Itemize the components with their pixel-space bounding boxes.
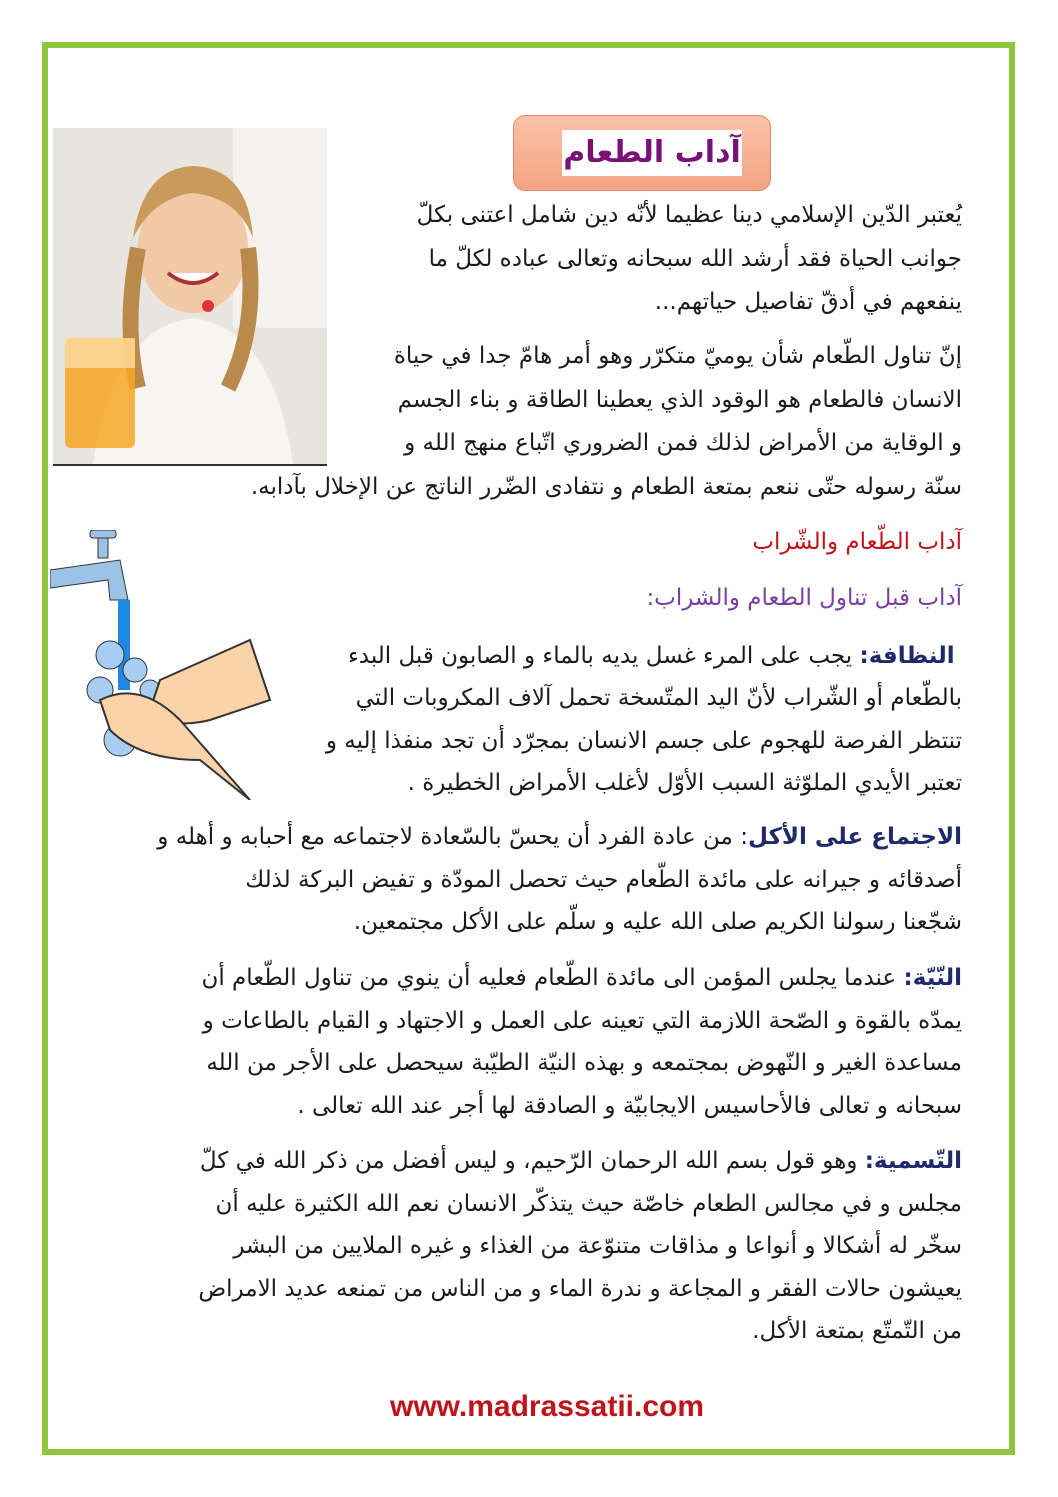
section-label: النّيّة:: [903, 965, 962, 991]
section-gathering-line: أصدقائه و جيرانه على مائدة الطّعام حيث تحصل المودّة و تفيض البركة لذلك: [245, 867, 962, 893]
title-banner: [513, 115, 771, 191]
section-intention-line: مساعدة الغير و النّهوض بمجتمعه و بهذه النيّة الطيّبة سيحصل على الأجر من الله: [206, 1050, 962, 1076]
section-cleanliness-line: تنتظر الفرصة للهجوم على جسم الانسان بمجرّد أن تجد منفذا إليه و: [325, 728, 962, 754]
section-text: عندما يجلس المؤمن الى مائدة الطّعام فعليه أن ينوي من تناول الطّعام أن: [201, 965, 897, 991]
para2-line: إنّ تناول الطّعام شأن يوميّ متكرّر وهو أمر هامّ جدا في حياة: [393, 343, 962, 369]
section-basmala-line: مجلس و في مجالس الطعام خاصّة حيث يتذكّر الانسان نعم الله الكثيرة عليه أن: [215, 1191, 962, 1217]
page-title: آداب الطعام: [562, 130, 742, 176]
handwashing-tap-illustration: [50, 530, 275, 800]
section-basmala-line: [200, 1143, 962, 1179]
section-basmala-line: سخّر له أشكالا و أنواعا و مذاقات متنوّعة من الغذاء و غيره الملايين من البشر: [233, 1233, 962, 1259]
para2-line: الانسان فالطعام هو الوقود الذي يعطينا الطاقة و بناء الجسم: [397, 387, 962, 413]
section-text: وهو قول بسم الله الرحمان الرّحيم، و ليس أفضل من ذكر الله في كلّ: [199, 1148, 858, 1174]
para2-line: و الوقاية من الأمراض لذلك فمن الضروري اتّباع منهج الله و: [404, 430, 962, 456]
section-intention-line: سبحانه و تعالى فالأحاسيس الايجابيّة و الصادقة لها أجر عند الله تعالى .: [297, 1093, 962, 1119]
section-text: يجب على المرء غسل يديه بالماء و الصابون قبل البدء: [347, 643, 853, 669]
intro-line: جوانب الحياة فقد أرشد الله سبحانه وتعالى عباده لكلّ ما: [428, 246, 962, 272]
section-intention-line: يمدّه بالقوة و الصّحة اللازمة التي تعينه على العمل و الاجتهاد و القيام بالطاعات و: [202, 1008, 962, 1034]
girl-with-juice-photo: [53, 128, 327, 466]
section-heading: آداب الطّعام والشّراب: [752, 529, 962, 555]
section-cleanliness-line: بالطّعام أو الشّراب لأنّ اليد المتّسخة تحمل آلاف المكروبات التي: [355, 685, 962, 711]
section-gathering-line: [157, 819, 962, 855]
section-subheading: آداب قبل تناول الطعام والشراب:: [646, 585, 962, 611]
section-cleanliness-line: تعتبر الأيدي الملوّثة السبب الأوّل لأغلب الأمراض الخطيرة .: [407, 770, 962, 796]
section-intention-line: [201, 960, 962, 996]
section-gathering-line: شجّعنا رسولنا الكريم صلى الله عليه و سلّم على الأكل مجتمعين.: [353, 909, 962, 935]
footer-website-link[interactable]: www.madrassatii.com: [390, 1390, 705, 1423]
intro-line: يُعتبر الدّين الإسلامي دينا عظيما لأنّه دين شامل اعتنى بكلّ: [416, 202, 962, 228]
section-cleanliness-line: [348, 638, 962, 674]
section-label: التّسمية:: [864, 1148, 962, 1174]
section-basmala-line: من التّمتّع بمتعة الأكل.: [752, 1318, 962, 1344]
para2-line: سنّة رسوله حتّى ننعم بمتعة الطعام و نتفادى الضّرر الناتج عن الإخلال بآدابه.: [250, 474, 962, 500]
section-label: النظافة:: [859, 643, 955, 669]
section-basmala-line: يعيشون حالات الفقر و المجاعة و ندرة الماء و من الناس من تمنعه عديد الامراض: [198, 1276, 962, 1302]
section-text: : من عادة الفرد أن يحسّ بالسّعادة لاجتماعه مع أحبابه و أهله و: [157, 824, 748, 850]
intro-line: ينفعهم في أدقّ تفاصيل حياتهم...: [654, 289, 962, 315]
section-label: الاجتماع على الأكل: [747, 824, 962, 850]
